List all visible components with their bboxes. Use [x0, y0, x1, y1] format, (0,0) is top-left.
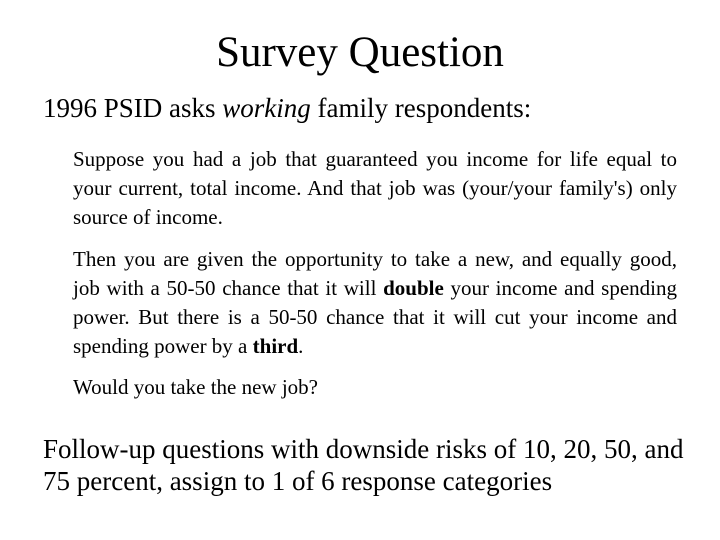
- intro-text: [43, 92, 531, 124]
- paragraph-2-part-3: .: [298, 334, 304, 358]
- slide-title: Survey Question: [216, 29, 504, 76]
- paragraph-2-bold-double: double: [383, 276, 444, 300]
- followup-text: Follow-up questions with downside risks of 10, 20, 50, and 75 percent, assign to 1 of 6 response categories: [43, 434, 684, 496]
- paragraph-2-bold-third: third: [252, 334, 299, 358]
- question-paragraph-3: Would you take the new job?: [73, 375, 318, 399]
- intro-after: family respondents:: [310, 93, 532, 123]
- question-paragraph-1: Suppose you had a job that guaranteed you income for life equal to your current, total income. And that job was (your/your family's) only source of income.: [73, 147, 677, 229]
- paragraph-2-part-1: Then you are given the opportunity to take a new, and equally good, job with a 50-50 chance that it will: [73, 247, 677, 300]
- intro-emphasis: working: [222, 93, 311, 123]
- question-paragraph-2: [73, 245, 677, 361]
- intro-before: 1996 PSID asks: [43, 93, 223, 123]
- paragraph-2-part-2: your income and spending power. But there is a 50-50 chance that it will cut your income and spending power by a: [73, 276, 677, 358]
